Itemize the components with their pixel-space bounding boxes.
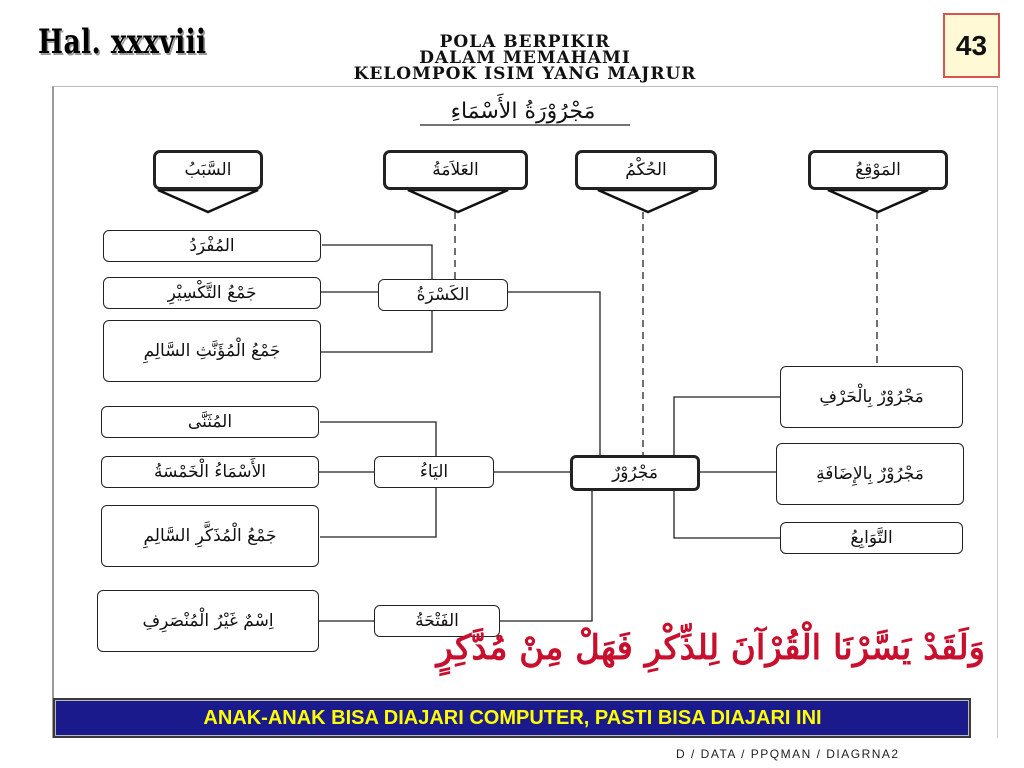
cause-muthanna: المُثَنَّى (101, 406, 319, 438)
connector-muannath-kasrah (320, 306, 432, 352)
title-line-2: DALAM MEMAHAMI (419, 48, 631, 68)
quran-verse: وَلَقَدْ يَسَّرْنَا الْقُرْآنَ لِلذِّكْرِ فَهَلْ مِنْ مُدَّكِرٍ (436, 628, 985, 668)
ruling-majrur: مَجْرُوْرٌ (570, 455, 700, 491)
sign-ya: اليَاءُ (374, 456, 494, 488)
connector-fathah-majrur (500, 484, 592, 621)
cause-jama-taksir: جَمْعُ التَّكْسِيْرِ (103, 277, 321, 309)
page-number-badge: 43 (943, 13, 1000, 78)
category-alamah: العَلاَمَةُ (383, 150, 528, 190)
footer-path: D / DATA / PPQMAN / DIAGRNA2 (676, 747, 900, 761)
category-sabab: السَّبَبُ (153, 150, 263, 190)
category-hukm: الحُكْمُ (575, 150, 717, 190)
category-mauqi: المَوْقِعُ (808, 150, 948, 190)
cause-ghair-munsarif: اِسْمٌ غَيْرُ الْمُنْصَرِفِ (97, 590, 319, 652)
arrow-hukm (598, 190, 698, 212)
connector-mudhakkar-ya (320, 485, 436, 537)
cause-jama-mudhakkar: جَمْعُ الْمُذَكَّرِ السَّالِمِ (101, 505, 319, 567)
title-line-1: POLA BERPIKIR (439, 32, 611, 52)
banner-text: ANAK-ANAK BISA DIAJARI COMPUTER, PASTI BISA DIAJARI INI (203, 706, 822, 729)
sign-fathah: الفَتْحَةُ (374, 605, 500, 637)
position-tawabi: التَّوَابِعُ (780, 522, 963, 554)
arrow-sabab (158, 190, 258, 212)
arrow-mauqi (828, 190, 928, 212)
arrow-alamah (408, 190, 508, 212)
title-line-3: KELOMPOK ISIM YANG MAJRUR (353, 64, 697, 84)
cause-jama-muannath: جَمْعُ الْمُؤَنَّثِ السَّالِمِ (103, 320, 321, 382)
position-bil-idafah: مَجْرُوْرٌ بِالإِضَافَةِ (776, 443, 964, 505)
cause-mufrad: المُفْرَدُ (103, 230, 321, 262)
connector-mufrad-kasrah (322, 245, 432, 282)
diagram-title: مَجْرُوْرَةُ الأَسْمَاءِ (450, 99, 596, 124)
sign-kasrah: الكَسْرَةُ (378, 279, 508, 311)
cause-asmaul-khamsah: الأَسْمَاءُ الْخَمْسَةُ (101, 456, 319, 488)
connector-kasrah-majrur (508, 292, 600, 470)
position-bil-harf: مَجْرُوْرٌ بِالْحَرْفِ (780, 366, 963, 428)
connector-muthanna-ya (320, 422, 436, 460)
page-reference: Hal. xxxviii (38, 22, 207, 62)
